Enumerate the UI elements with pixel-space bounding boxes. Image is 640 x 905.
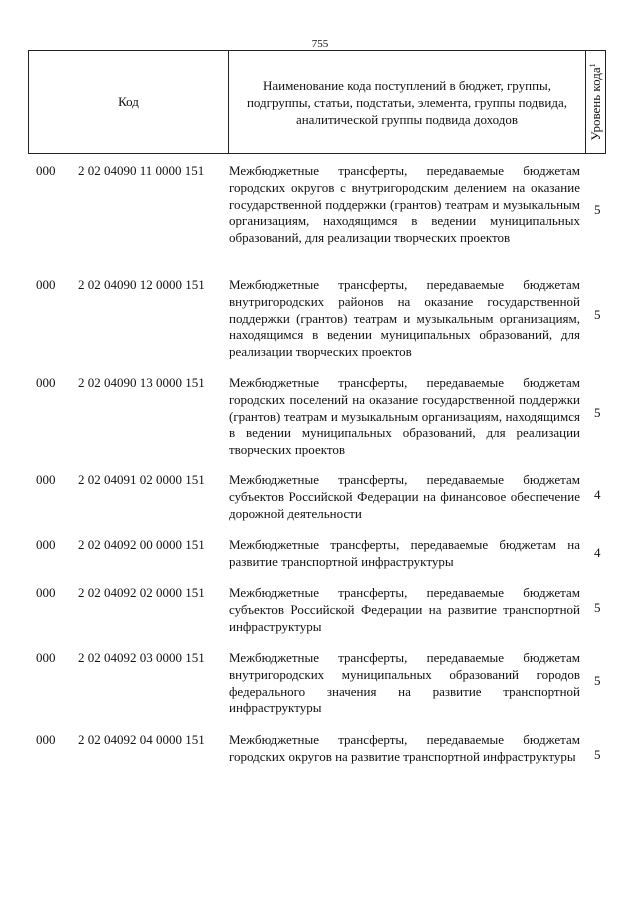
admin-code: 000 — [36, 537, 56, 552]
header-level — [586, 51, 605, 153]
revenue-code: 2 02 04090 12 0000 151 — [78, 277, 205, 292]
revenue-code: 2 02 04092 02 0000 151 — [78, 585, 205, 600]
admin-code: 000 — [36, 472, 56, 487]
revenue-name: Межбюджетные трансферты, передаваемые бюджетам городских округов на развитие транспортной инфраструктуры — [229, 732, 580, 764]
admin-code: 000 — [36, 650, 56, 665]
revenue-code: 2 02 04091 02 0000 151 — [78, 472, 205, 487]
code-level: 5 — [594, 747, 601, 762]
header-level-text: Уровень кода — [587, 67, 603, 141]
revenue-name: Межбюджетные трансферты, передаваемые бюджетам городских поселений на оказание государственной поддержки (грантов) театрам и музыкальным организациям, находящимся в ведении муниципальных образований, для реализации творческих проектов — [229, 375, 580, 458]
revenue-name: Межбюджетные трансферты, передаваемые бюджетам на развитие транспортной инфраструктуры — [229, 537, 580, 569]
code-level: 4 — [594, 545, 601, 560]
header-level-footnote: 1 — [587, 63, 597, 68]
revenue-code: 2 02 04092 03 0000 151 — [78, 650, 205, 665]
code-level: 5 — [594, 673, 601, 688]
header-code: Код — [29, 51, 229, 153]
revenue-code: 2 02 04092 00 0000 151 — [78, 537, 205, 552]
revenue-name: Межбюджетные трансферты, передаваемые бюджетам внутригородских районов на оказание государственной поддержки (грантов) театрам и музыкальным организациям, находящимся в ведении муниципальных образований, для реализации творческих проектов — [229, 277, 580, 360]
page-number: 755 — [311, 38, 329, 50]
admin-code: 000 — [36, 585, 56, 600]
admin-code: 000 — [36, 163, 56, 178]
revenue-name: Межбюджетные трансферты, передаваемые бюджетам субъектов Российской Федерации на финансовое обеспечение дорожной деятельности — [229, 472, 580, 521]
code-level: 4 — [594, 487, 601, 502]
header-name: Наименование кода поступлений в бюджет, группы, подгруппы, статьи, подстатьи, элемента, группы подвида, аналитической группы подвида доходов — [229, 51, 586, 153]
table-header — [28, 50, 606, 154]
code-level: 5 — [594, 202, 601, 217]
revenue-code: 2 02 04090 13 0000 151 — [78, 375, 205, 390]
code-level: 5 — [594, 600, 601, 615]
revenue-name: Межбюджетные трансферты, передаваемые бюджетам городских округов с внутригородским делением на оказание государственной поддержки (грантов) театрам и музыкальным организациям, находящимся в ведении муниципальных образований, для реализации творческих проектов — [229, 163, 580, 246]
revenue-code: 2 02 04090 11 0000 151 — [78, 163, 205, 178]
revenue-code: 2 02 04092 04 0000 151 — [78, 732, 205, 747]
admin-code: 000 — [36, 375, 56, 390]
revenue-name: Межбюджетные трансферты, передаваемые бюджетам внутригородских муниципальных образований городов федерального значения на развитие транспортной инфраструктуры — [229, 650, 580, 716]
revenue-name: Межбюджетные трансферты, передаваемые бюджетам субъектов Российской Федерации на развитие транспортной инфраструктуры — [229, 585, 580, 634]
admin-code: 000 — [36, 277, 56, 292]
admin-code: 000 — [36, 732, 56, 747]
code-level: 5 — [594, 405, 601, 420]
code-level: 5 — [594, 307, 601, 322]
header-level-label — [587, 63, 603, 140]
